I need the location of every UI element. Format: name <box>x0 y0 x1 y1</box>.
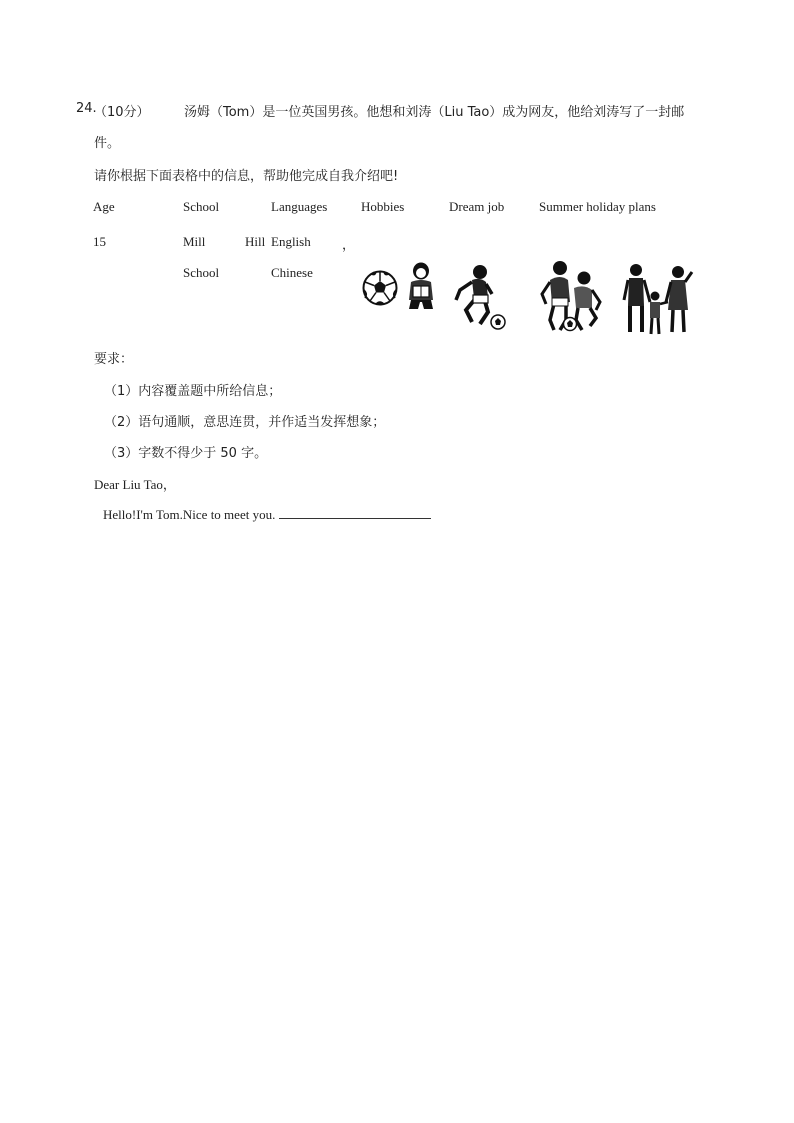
question-intro-line2: 件。 <box>94 136 121 151</box>
reading-boy-icon <box>406 262 436 310</box>
table-header-summer-holiday-plans: Summer holiday plans <box>539 199 656 214</box>
table-header-school: School <box>183 199 220 214</box>
requirements-title: 要求： <box>94 352 134 367</box>
table-cell-language-english: English <box>271 234 311 249</box>
question-instruction: 请你根据下面表格中的信息，帮助他完成自我介绍吧! <box>94 169 399 184</box>
requirement-item-3: （3）字数不得少于 50 字。 <box>104 446 268 461</box>
table-header-languages: Languages <box>271 199 328 214</box>
soccer-ball-icon <box>362 270 398 306</box>
requirement-item-1: （1）内容覆盖题中所给信息； <box>104 384 282 399</box>
answer-blank[interactable] <box>279 506 431 519</box>
table-cell-age: 15 <box>93 234 106 249</box>
question-number: 24. <box>76 101 97 116</box>
question-score: （10分） <box>94 105 150 120</box>
football-player-icon <box>450 264 508 332</box>
table-cell-school-line2: School <box>183 265 220 280</box>
letter-greeting: Dear Liu Tao， <box>94 477 176 492</box>
question-intro-line1: 汤姆（Tom）是一位英国男孩。他想和刘涛（Liu Tao）成为网友，他给刘涛写了一封邮 <box>184 105 685 120</box>
family-icon <box>620 262 700 336</box>
table-header-age: Age <box>93 199 115 214</box>
letter-opening-text: Hello!I'm Tom.Nice to meet you. <box>103 507 276 522</box>
football-players-icon <box>536 258 608 334</box>
table-cell-language-chinese: Chinese <box>271 265 313 280</box>
table-cell-school-hill: Hill <box>245 234 266 249</box>
table-header-hobbies: Hobbies <box>361 199 405 214</box>
table-header-dream-job: Dream job <box>449 199 505 214</box>
letter-opening-line <box>103 506 431 523</box>
requirement-item-2: （2）语句通顺，意思连贯，并作适当发挥想象； <box>104 415 386 430</box>
table-cell-language-separator: ， <box>342 237 356 252</box>
table-cell-school-mill: Mill <box>183 234 206 249</box>
